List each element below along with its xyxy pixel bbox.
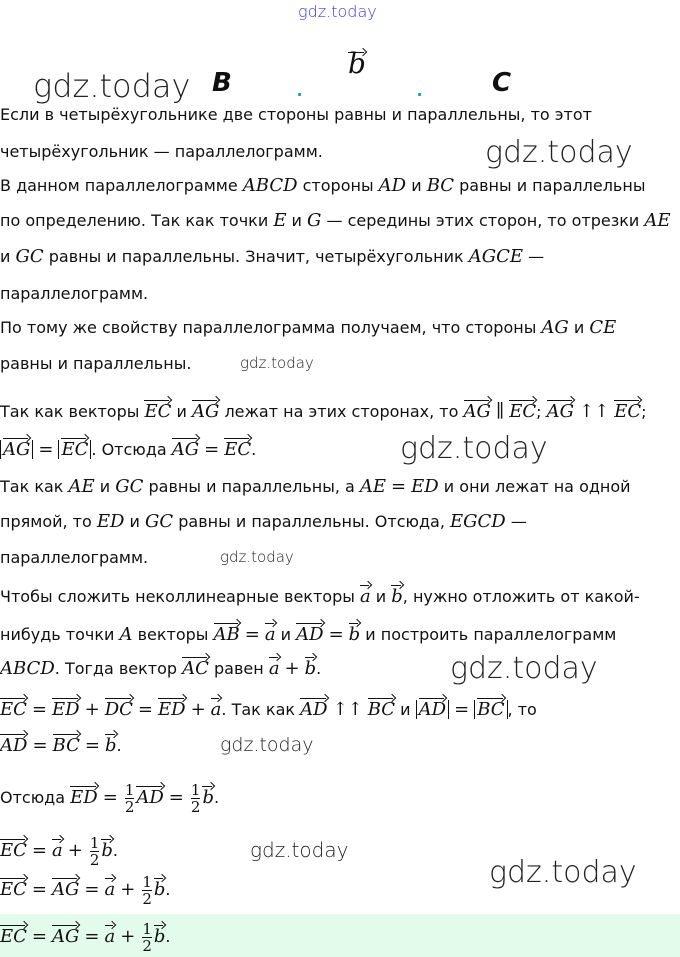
vector: EC <box>61 434 88 460</box>
vector: EC <box>509 396 536 422</box>
text: — <box>523 247 545 266</box>
vector: b <box>305 653 317 679</box>
math-symbol: AG <box>541 317 569 338</box>
vector: AG <box>464 396 491 422</box>
math-symbol: ED <box>411 476 439 497</box>
text: четырёхугольник — параллелограмм. <box>0 142 323 161</box>
vector: AG <box>172 434 199 460</box>
watermark: gdz.today <box>450 651 598 686</box>
text-line <box>0 834 119 869</box>
text: ; <box>536 402 547 421</box>
text-line <box>0 313 616 343</box>
text: Так как <box>0 477 69 496</box>
text-line <box>0 396 647 426</box>
text-line <box>0 920 171 955</box>
math-operator: = <box>31 879 48 900</box>
text-line <box>0 507 527 537</box>
vector: AB <box>214 619 240 645</box>
vector: AC <box>182 653 209 679</box>
math-operator: = <box>32 735 48 756</box>
text: и <box>406 176 427 195</box>
vector-magnitude <box>0 440 33 459</box>
text-line <box>0 543 148 573</box>
math-operator: = <box>168 787 184 808</box>
text-line <box>0 781 220 816</box>
math-operator: = <box>84 735 100 756</box>
text-line <box>0 619 616 649</box>
numerator: 1 <box>124 781 135 799</box>
math-symbol: EGCD <box>450 511 506 532</box>
watermark: gdz.today <box>489 855 637 890</box>
text: и <box>370 587 392 606</box>
vector: b <box>349 619 361 645</box>
vector: EC <box>0 694 27 720</box>
math-operator: = <box>244 624 260 645</box>
math-symbol: AGCE <box>468 246 524 267</box>
math-symbol: ABCD <box>0 658 55 679</box>
text-line <box>0 279 148 309</box>
vector: b <box>391 581 403 607</box>
math-operator: = <box>137 699 153 720</box>
vector: EC <box>0 835 27 861</box>
vector: ED <box>52 694 80 720</box>
vector: EC <box>144 396 171 422</box>
vector: BC <box>368 694 395 720</box>
text: равен <box>208 659 269 678</box>
denominator: 2 <box>142 890 152 908</box>
math-operator: + <box>120 926 136 947</box>
vector: a <box>265 619 276 645</box>
text: Так как векторы <box>0 402 145 421</box>
watermark: gdz.today <box>485 135 633 170</box>
watermark: gdz.today <box>220 734 314 756</box>
text: равны и параллельны. <box>0 354 192 373</box>
watermark: gdz.today <box>33 67 191 105</box>
math-symbol: G <box>307 210 322 231</box>
vector: ED <box>158 694 186 720</box>
figure-label-c: C <box>492 68 512 98</box>
math-symbol: ED <box>96 511 125 532</box>
text: векторы <box>132 625 214 644</box>
math-symbol: AD <box>378 175 407 196</box>
text: и <box>395 700 416 719</box>
math-symbol: GC <box>15 246 44 267</box>
math-symbol: E <box>273 210 287 231</box>
text: и <box>94 477 116 496</box>
watermark-top: gdz.today <box>298 2 377 21</box>
vector: EC <box>0 921 27 947</box>
math-symbol: AE <box>644 210 671 231</box>
watermark: gdz.today <box>220 548 294 566</box>
vector: b <box>101 835 113 861</box>
text: и <box>275 625 297 644</box>
text: равны и параллельны <box>454 176 646 195</box>
watermark: gdz.today <box>400 431 548 466</box>
math-symbol: CE <box>589 317 617 338</box>
vector-magnitude <box>474 700 507 719</box>
text-line <box>0 472 631 502</box>
vector: a <box>105 921 116 947</box>
text: , то <box>507 700 537 719</box>
text-line <box>0 873 171 908</box>
vector: AG <box>547 396 574 422</box>
text-line <box>0 730 122 760</box>
math-operator: = <box>84 879 100 900</box>
text: и <box>124 512 146 531</box>
text: . <box>112 841 119 860</box>
text: — <box>505 512 527 531</box>
denominator: 2 <box>124 798 135 816</box>
text-line <box>0 137 323 167</box>
math-operator: + <box>84 699 100 720</box>
math-operator: + <box>190 699 206 720</box>
vector: AD <box>296 619 323 645</box>
vector: AD <box>0 730 27 756</box>
fraction <box>125 782 135 815</box>
vector: a <box>105 874 116 900</box>
vector-magnitude <box>58 440 91 459</box>
text: равны и параллельны. Значит, четырёхугольник <box>43 247 469 266</box>
text-line <box>0 100 592 130</box>
text-line <box>0 206 671 236</box>
math-operator: ↑↑ <box>332 699 363 720</box>
vector: b <box>154 874 166 900</box>
text: и <box>568 318 590 337</box>
vector: AD <box>419 694 446 720</box>
vector: BC <box>53 730 80 756</box>
denominator: 2 <box>142 937 152 955</box>
vector: a <box>360 581 371 607</box>
text: Чтобы сложить неколлинеарные векторы <box>0 587 360 606</box>
math-operator: + <box>120 879 136 900</box>
text: прямой, то <box>0 512 97 531</box>
text: . <box>165 927 171 946</box>
numerator: 1 <box>142 920 152 938</box>
text: параллелограмм. <box>0 284 149 303</box>
vector: BC <box>477 694 504 720</box>
vector: AD <box>300 694 327 720</box>
text: — середины этих сторон, то отрезки <box>321 211 645 230</box>
text: В данном параллелограмме <box>0 176 243 195</box>
text: . <box>116 736 122 755</box>
text: и <box>0 247 16 266</box>
numerator: 1 <box>190 781 201 799</box>
denominator: 2 <box>89 851 100 869</box>
figure-vector-b: b <box>348 47 366 80</box>
text: равны и параллельны. Отсюда, <box>173 512 450 531</box>
math-symbol: GC <box>115 476 144 497</box>
text-line <box>0 171 645 201</box>
text: . <box>316 659 322 678</box>
figure-dot <box>418 93 421 96</box>
text: равны и параллельны, а <box>143 477 360 496</box>
math-operator: = <box>38 439 54 460</box>
vector: a <box>211 694 222 720</box>
math-symbol: GC <box>145 511 174 532</box>
text: . Отсюда <box>91 440 172 459</box>
fraction <box>191 782 201 815</box>
text-line <box>0 581 640 611</box>
math-operator: = <box>102 787 118 808</box>
text: и они лежат на одной <box>438 477 631 496</box>
math-symbol: BC <box>426 175 455 196</box>
text: и <box>286 211 308 230</box>
figure-label-b: B <box>212 68 232 98</box>
vector: DC <box>105 694 133 720</box>
text: . <box>213 788 220 807</box>
math-operator: = <box>391 476 407 497</box>
math-operator: + <box>284 658 300 679</box>
text: Если в четырёхугольнике две стороны равны и параллельны, то этот <box>0 105 592 124</box>
math-operator: = <box>31 699 48 720</box>
text: и построить параллелограмм <box>360 625 617 644</box>
text-line <box>0 694 537 724</box>
watermark: gdz.today <box>250 838 349 862</box>
text: нибудь точки <box>0 625 120 644</box>
fraction <box>90 835 100 868</box>
text: . <box>165 880 171 899</box>
fraction <box>142 921 152 954</box>
math-symbol: AE <box>359 476 387 497</box>
math-operator: = <box>204 439 220 460</box>
text-line <box>0 242 544 272</box>
figure-dot <box>298 93 301 96</box>
text: . Так как <box>221 700 301 719</box>
vector: AG <box>52 921 79 947</box>
vector: b <box>105 730 117 756</box>
vector: EC <box>0 874 27 900</box>
math-operator: + <box>67 840 83 861</box>
math-symbol: AE <box>68 476 95 497</box>
text: Отсюда <box>0 788 71 807</box>
text-line <box>0 653 321 683</box>
vector: b <box>154 921 166 947</box>
vector: AG <box>192 396 219 422</box>
text: По тому же свойству параллелограмма получаем, что стороны <box>0 318 542 337</box>
math-operator: = <box>31 926 48 947</box>
text: и <box>171 402 192 421</box>
text: по определению. Так как точки <box>0 211 274 230</box>
math-operator: ∥ <box>495 401 505 422</box>
text: . <box>251 440 257 459</box>
vector: b <box>202 782 214 808</box>
text: , нужно отложить от какой- <box>402 587 640 606</box>
text: параллелограмм. <box>0 548 149 567</box>
math-operator: = <box>328 624 344 645</box>
vector: a <box>269 653 280 679</box>
text: стороны <box>297 176 379 195</box>
numerator: 1 <box>89 834 100 852</box>
math-operator: = <box>31 840 48 861</box>
text-line <box>0 434 256 464</box>
vector: ED <box>70 782 98 808</box>
text-line <box>0 349 191 379</box>
vector: AG <box>3 434 30 460</box>
vector: AG <box>52 874 79 900</box>
vector: a <box>52 835 63 861</box>
math-operator: ↑↑ <box>579 401 610 422</box>
math-operator: = <box>84 926 100 947</box>
denominator: 2 <box>190 798 201 816</box>
math-symbol: A <box>119 624 133 645</box>
watermark: gdz.today <box>240 354 314 372</box>
text: . Тогда вектор <box>54 659 183 678</box>
vector-magnitude <box>416 700 449 719</box>
vector: EC <box>224 434 251 460</box>
vector: AD <box>136 782 163 808</box>
numerator: 1 <box>142 873 152 891</box>
text: лежат на этих сторонах, то <box>219 402 464 421</box>
math-symbol: ABCD <box>242 175 298 196</box>
text: ; <box>641 402 647 421</box>
fraction <box>142 874 152 907</box>
vector: EC <box>614 396 641 422</box>
math-operator: = <box>454 699 470 720</box>
